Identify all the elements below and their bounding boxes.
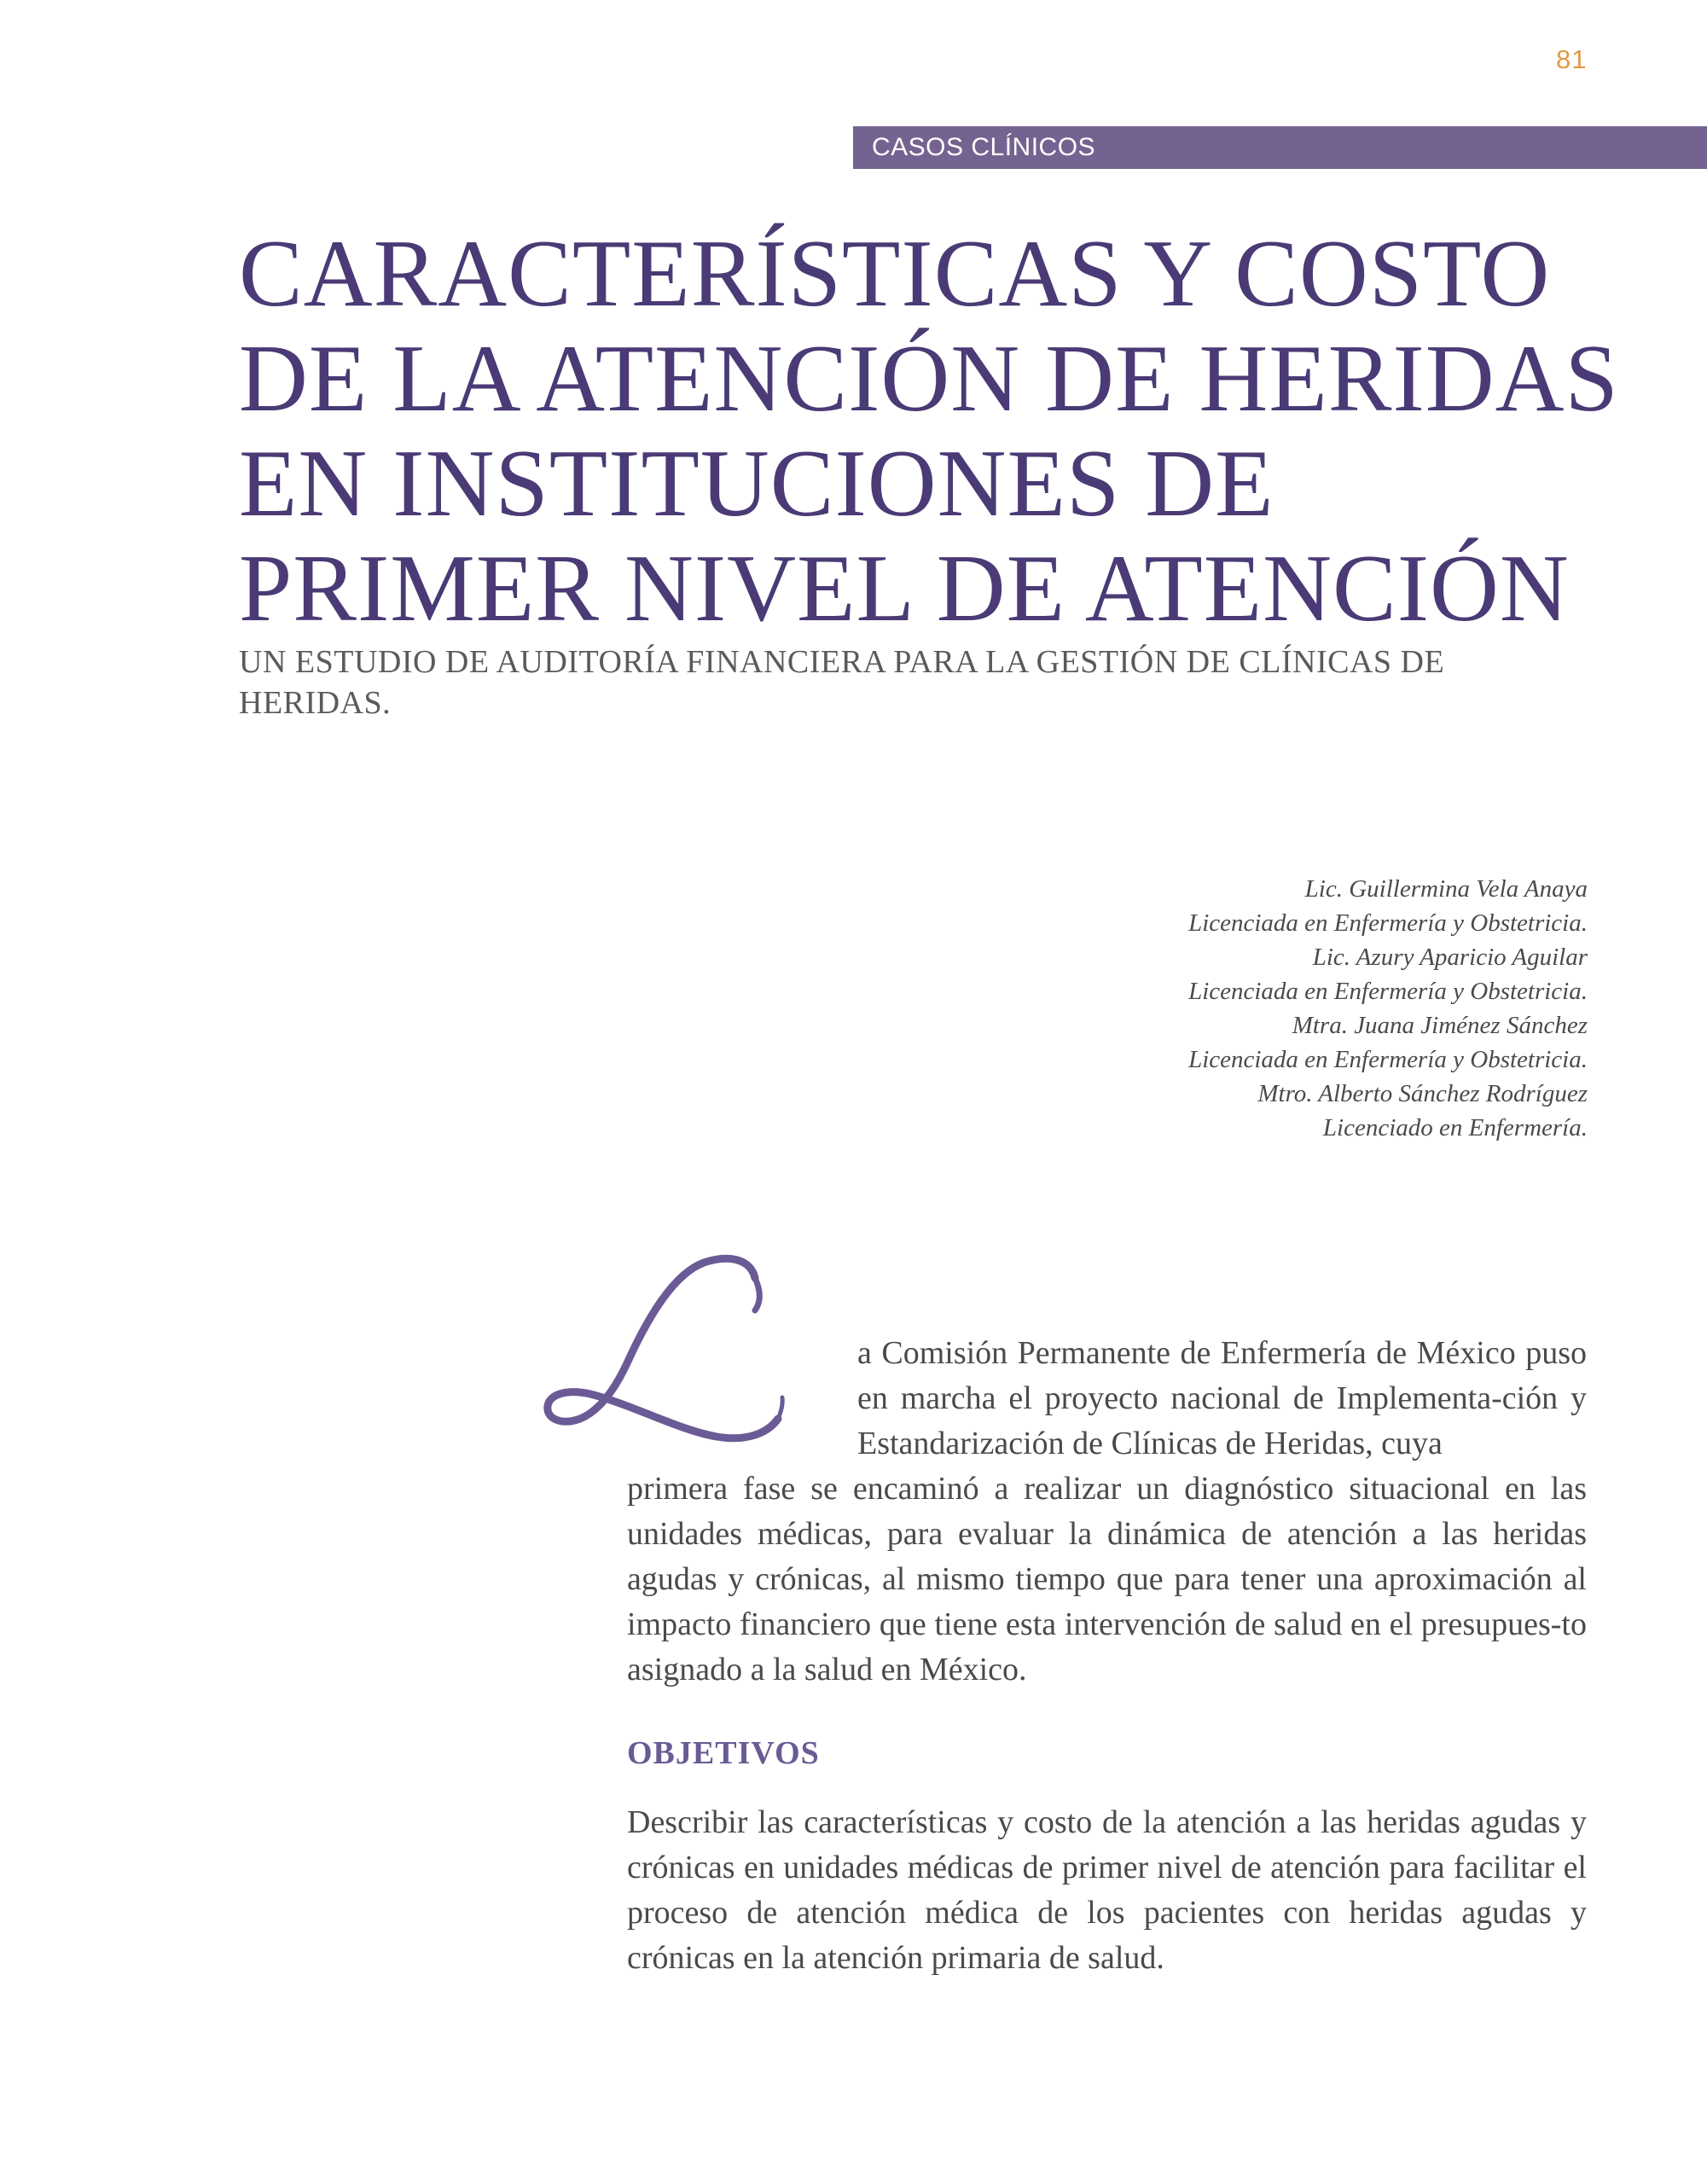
intro-paragraph: primera fase se encaminó a realizar un diagnóstico situacional en las unidades médicas, para evaluar la dinámica de atención a las heridas agudas y crónicas, al mismo tiempo que para tener una aproximación al impacto financiero que tiene esta intervención de salud en el presupues-to asignado a la salud en México. (627, 1471, 1587, 1687)
author-credential: Licenciada en Enfermería y Obstetricia. (1188, 909, 1588, 937)
title-line: PRIMER NIVEL DE ATENCIÓN (239, 536, 1570, 642)
author-credential: Licenciada en Enfermería y Obstetricia. (1188, 1046, 1588, 1073)
author-block (1188, 872, 1588, 1145)
author-credential: Licenciada en Enfermería y Obstetricia. (1188, 978, 1588, 1005)
subtitle: UN ESTUDIO DE AUDITORÍA FINANCIERA PARA LA GESTIÓN DE CLÍNICAS DE HERIDAS. (239, 644, 1445, 721)
author-name: Mtra. Juana Jiménez Sánchez (1292, 1012, 1588, 1039)
page-title (239, 222, 1638, 642)
author-name: Mtro. Alberto Sánchez Rodríguez (1257, 1080, 1588, 1107)
title-line: CARACTERÍSTICAS Y COSTO (239, 221, 1551, 327)
objectives-heading: OBJETIVOS (627, 1735, 820, 1771)
author-name: Lic. Guillermina Vela Anaya (1304, 875, 1588, 903)
section-bar (853, 126, 1707, 169)
objectives-paragraph: Describir las características y costo de la atención a las heridas agudas y crónicas en unidades médicas de primer nivel de atención para facilitar el proceso de atención médica de los pacientes con heridas agudas y crónicas en la atención primaria de salud. (627, 1804, 1587, 1976)
title-line: EN INSTITUCIONES DE (239, 431, 1274, 537)
author-credential: Licenciado en Enfermería. (1322, 1114, 1588, 1141)
section-label: CASOS CLÍNICOS (872, 133, 1096, 161)
title-line: DE LA ATENCIÓN DE HERIDAS (239, 326, 1619, 432)
page-number: 81 (1556, 44, 1588, 74)
intro-paragraph-lead: a Comisión Permanente de Enfermería de México puso en marcha el proyecto nacional de Implementa-ción y Estandarización de Clínicas de Heridas, cuya (857, 1335, 1587, 1461)
dropcap-l-ornament (537, 1244, 853, 1466)
author-name: Lic. Azury Aparicio Aguilar (1312, 944, 1588, 971)
